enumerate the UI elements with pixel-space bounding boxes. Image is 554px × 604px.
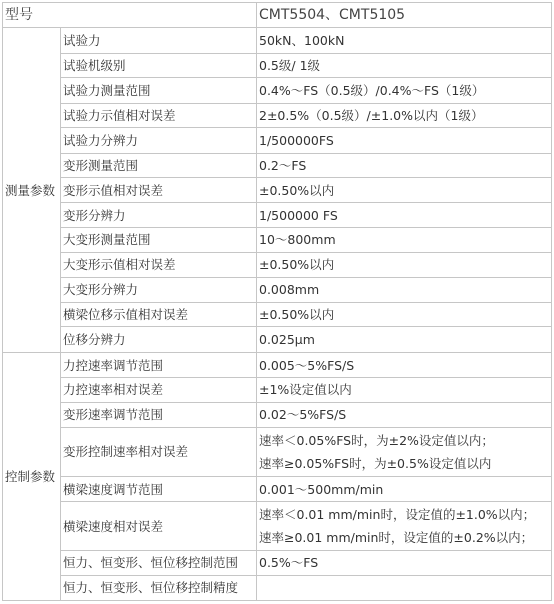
param-value <box>257 327 552 352</box>
model-value: CMT5504、CMT5105 <box>257 3 552 28</box>
param-value <box>257 502 552 551</box>
param-value <box>257 352 552 377</box>
param-name: 变形分辨力 <box>61 203 257 227</box>
param-value <box>257 253 552 277</box>
param-value <box>257 378 552 402</box>
spec-row <box>3 502 552 551</box>
spec-row <box>3 128 552 153</box>
param-name: 试验机级别 <box>61 53 257 77</box>
spec-row <box>3 78 552 103</box>
spec-row <box>3 203 552 227</box>
param-name: 变形速率调节范围 <box>61 402 257 427</box>
param-value-line: 0.005～5%FS/S <box>259 357 355 373</box>
param-value-line: 2±0.5%（0.5级）/±1.0%以内（1级） <box>259 107 484 123</box>
param-name: 力控速率调节范围 <box>61 352 257 377</box>
param-value-line: 0.5级/ 1级 <box>259 58 321 74</box>
param-value-line: ±1%设定值以内 <box>259 382 352 398</box>
param-name: 横梁速度调节范围 <box>61 476 257 501</box>
param-name: 试验力 <box>61 28 257 53</box>
spec-row <box>3 253 552 277</box>
param-name: 大变形分辨力 <box>61 277 257 302</box>
spec-row <box>3 428 552 477</box>
param-value <box>257 78 552 103</box>
param-value <box>257 428 552 477</box>
param-value <box>257 277 552 302</box>
spec-table <box>2 2 552 601</box>
group-label: 测量参数 <box>3 28 61 352</box>
param-value-line: 速率≥0.01 mm/min时，设定值的±0.2%以内； <box>259 530 534 546</box>
spec-table-body <box>3 3 552 601</box>
model-label: 型号 <box>3 3 257 28</box>
param-value-line: 0.5%～FS <box>259 555 319 571</box>
spec-row <box>3 227 552 252</box>
param-value-line: 10～800mm <box>259 232 336 248</box>
param-value-line: 1/500000 FS <box>259 207 338 223</box>
param-value <box>257 177 552 202</box>
param-value-line: 速率＜0.01 mm/min时，设定值的±1.0%以内； <box>259 507 536 523</box>
param-value <box>257 203 552 227</box>
param-name: 横梁位移示值相对误差 <box>61 302 257 326</box>
spec-row <box>3 277 552 302</box>
param-value <box>257 128 552 153</box>
param-value <box>257 28 552 53</box>
header-row <box>3 3 552 28</box>
param-value <box>257 402 552 427</box>
spec-row <box>3 575 552 600</box>
param-value-line: 速率≥0.05%FS时，为±0.5%设定值以内 <box>259 455 492 471</box>
param-value <box>257 227 552 252</box>
spec-row <box>3 402 552 427</box>
param-value <box>257 575 552 600</box>
param-value-line: ±0.50%以内 <box>259 257 335 273</box>
param-name: 位移分辨力 <box>61 327 257 352</box>
spec-row <box>3 327 552 352</box>
spec-row <box>3 28 552 53</box>
param-value <box>257 302 552 326</box>
param-name: 变形控制速率相对误差 <box>61 428 257 477</box>
param-value-line: 0.008mm <box>259 282 320 298</box>
param-value-line: ±0.50%以内 <box>259 307 335 323</box>
param-name: 试验力示值相对误差 <box>61 103 257 127</box>
param-value <box>257 53 552 77</box>
spec-row <box>3 378 552 402</box>
param-name: 变形测量范围 <box>61 153 257 177</box>
param-name: 大变形测量范围 <box>61 227 257 252</box>
param-value-line: 0.4%～FS（0.5级）/0.4%～FS（1级） <box>259 82 485 98</box>
param-value <box>257 103 552 127</box>
param-name: 大变形示值相对误差 <box>61 253 257 277</box>
param-value <box>257 551 552 575</box>
param-value-line: 50kN、100kN <box>259 33 345 49</box>
param-value-line: 0.001～500mm/min <box>259 481 384 497</box>
spec-row <box>3 476 552 501</box>
param-name: 变形示值相对误差 <box>61 177 257 202</box>
spec-row <box>3 153 552 177</box>
spec-row <box>3 302 552 326</box>
param-value <box>257 476 552 501</box>
param-name: 试验力分辨力 <box>61 128 257 153</box>
param-value-line: 0.025μm <box>259 332 315 348</box>
param-name: 力控速率相对误差 <box>61 378 257 402</box>
param-value-line: 0.2～FS <box>259 157 307 173</box>
param-value <box>257 153 552 177</box>
spec-row <box>3 177 552 202</box>
param-name: 横梁速度相对误差 <box>61 502 257 551</box>
param-name: 试验力测量范围 <box>61 78 257 103</box>
group-label: 控制参数 <box>3 352 61 600</box>
param-value-line: 0.02～5%FS/S <box>259 407 347 423</box>
spec-row <box>3 103 552 127</box>
param-value-line: 速率＜0.05%FS时，为±2%设定值以内； <box>259 432 494 448</box>
param-name: 恒力、恒变形、恒位移控制精度 <box>61 575 257 600</box>
param-name: 恒力、恒变形、恒位移控制范围 <box>61 551 257 575</box>
spec-row <box>3 352 552 377</box>
param-value-line: 1/500000FS <box>259 132 334 148</box>
spec-row <box>3 551 552 575</box>
spec-row <box>3 53 552 77</box>
param-value-line: ±0.50%以内 <box>259 182 335 198</box>
